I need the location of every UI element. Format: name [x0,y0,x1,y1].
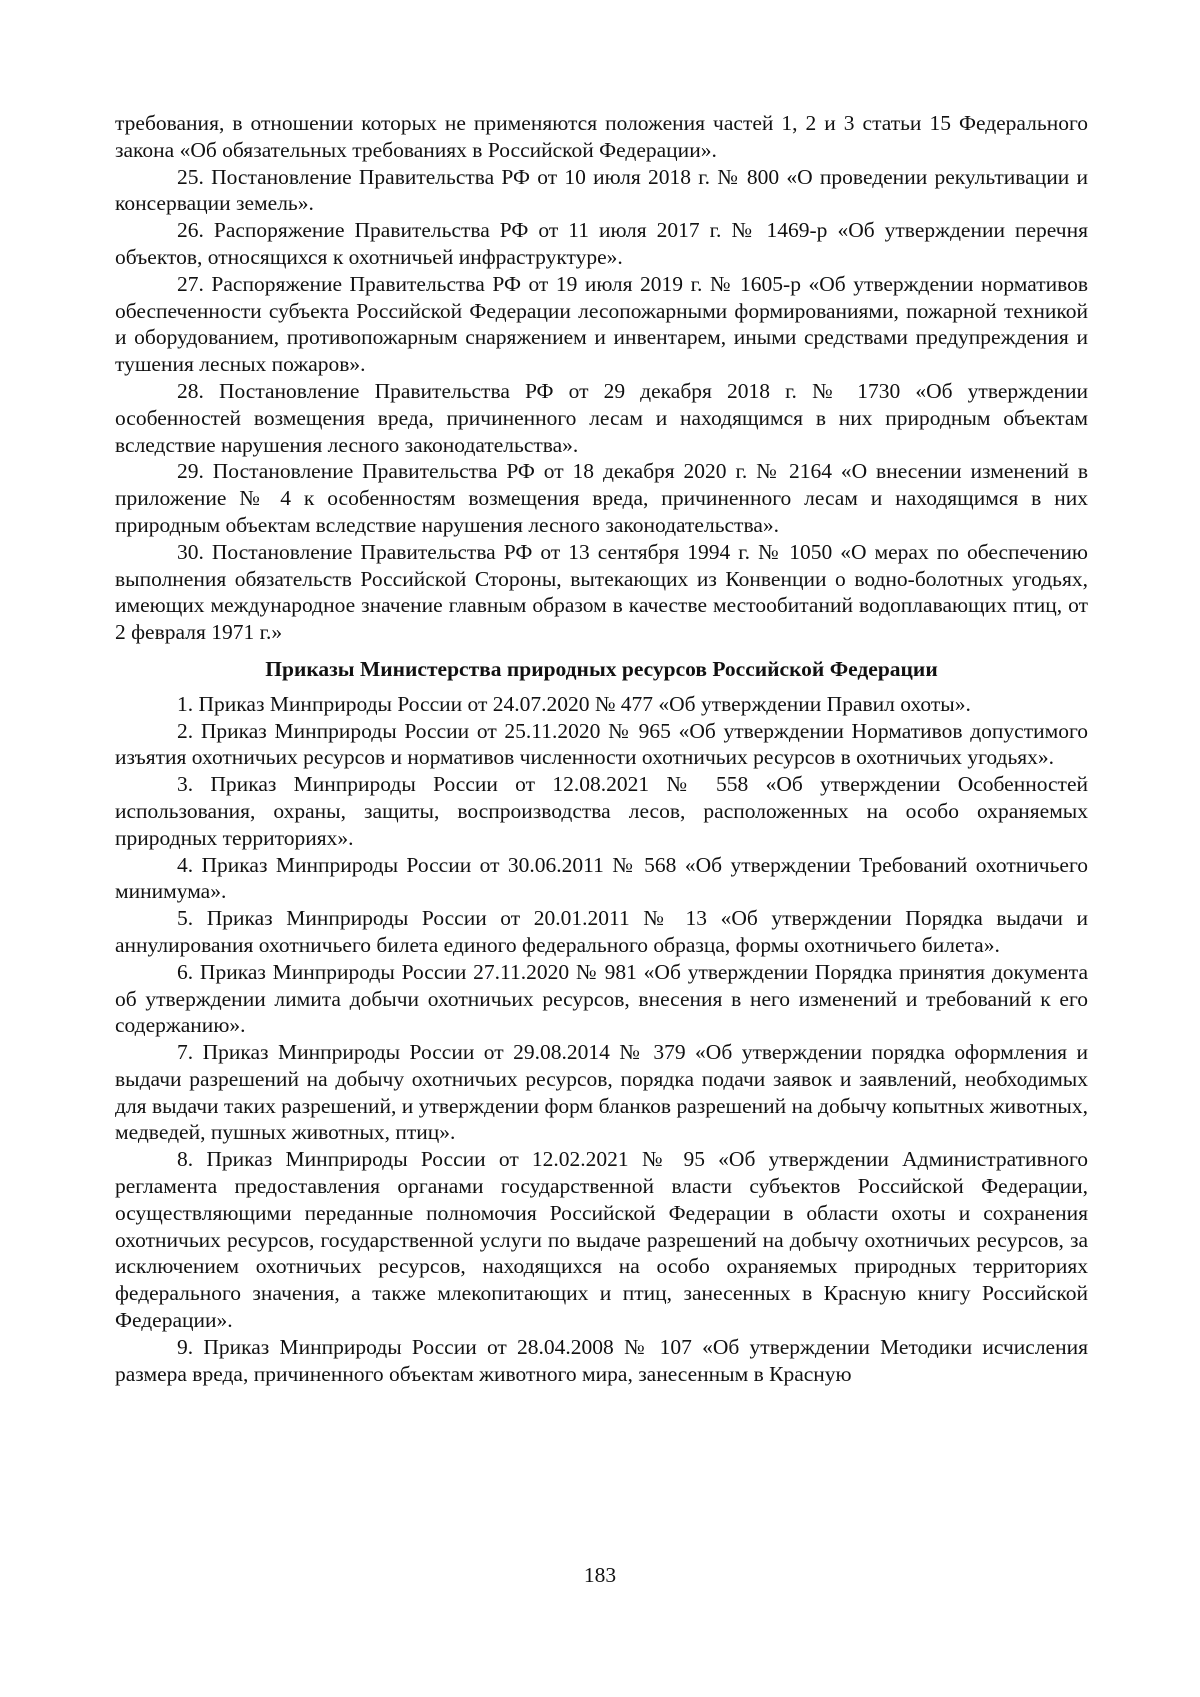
list-item: 26. Распоряжение Правительства РФ от 11 июля 2017 г. № 1469-р «Об утверждении перечня объектов, относящихся к охотничьей инфраструктуре». [115,218,1088,269]
document-page [115,110,1088,1387]
list-item: 2. Приказ Минприроды России от 25.11.2020 № 965 «Об утверждении Нормативов допустимого изъятия охотничьих ресурсов и нормативов численности охотничьих ресурсов в охотничьих угодьях». [115,718,1088,770]
list-item: 28. Постановление Правительства РФ от 29 декабря 2018 г. № 1730 «Об утверждении особенностей возмещения вреда, причиненного лесам и находящимся в них природным объектам вследствие нарушения лесного законодательства». [115,378,1088,457]
intro-paragraph: требования, в отношении которых не применяются положения частей 1, 2 и 3 статьи 15 Федерального закона «Об обязательных требованиях в Российской Федерации». [115,111,1088,162]
list-item: 27. Распоряжение Правительства РФ от 19 июля 2019 г. № 1605-р «Об утверждении нормативов обеспеченности субъекта Российской Федерации лесопожарными формированиями, пожарной техникой и оборудованием, противопожарным снаряжением и инвентарем, иными средствами предупреждения и тушения лесных пожаров». [115,271,1088,377]
list-item: 5. Приказ Минприроды России от 20.01.2011 № 13 «Об утверждении Порядка выдачи и аннулирования охотничьего билета единого федерального образца, формы охотничьего билета». [115,906,1088,957]
page-number: 183 [583,1563,617,1587]
list-item: 29. Постановление Правительства РФ от 18 декабря 2020 г. № 2164 «О внесении изменений в приложение № 4 к особенностям возмещения вреда, причиненного лесам и находящимся в них природным объектам вследствие нарушения лесного законодательства». [115,459,1088,537]
list-item: 25. Постановление Правительства РФ от 10 июля 2018 г. № 800 «О проведении рекультивации и консервации земель». [115,164,1088,216]
list-item: 6. Приказ Минприроды России 27.11.2020 № 981 «Об утверждении Порядка принятия документа об утверждении лимита добычи охотничьих ресурсов, внесения в него изменений и требований к его содержанию». [115,959,1088,1038]
list-item: 3. Приказ Минприроды России от 12.08.2021 № 558 «Об утверждении Особенностей использования, охраны, защиты, воспроизводства лесов, расположенных на особо охраняемых природных территориях». [115,772,1088,850]
list-item: 1. Приказ Минприроды России от 24.07.2020 № 477 «Об утверждении Правил охоты». [177,691,971,716]
list-item: 7. Приказ Минприроды России от 29.08.2014 № 379 «Об утверждении порядка оформления и выдачи разрешений на добычу охотничьих ресурсов, порядка подачи заявок и заявлений, необходимых для выдачи таких разрешений, и утверждении форм бланков разрешений на добычу копытных животных, медведей, пушных животных, птиц». [115,1040,1088,1145]
list-item: 4. Приказ Минприроды России от 30.06.2011 № 568 «Об утверждении Требований охотничьего минимума». [115,852,1088,904]
section-heading: Приказы Министерства природных ресурсов Российской Федерации [265,656,938,681]
list-item: 8. Приказ Минприроды России от 12.02.2021 № 95 «Об утверждении Административного регламента предоставления органами государственной власти субъектов Российской Федерации, осуществляющими переданные полномочия Российской Федерации в области охоты и сохранения охотничьих ресурсов, государственной услуги по выдаче разрешений на добычу охотничьих ресурсов, за исключением охотничьих ресурсов, находящихся на особо охраняемых природных территориях федерального значения, а также млекопитающих и птиц, занесенных в Красную книгу Российской Федерации». [115,1147,1088,1333]
list-item: 30. Постановление Правительства РФ от 13 сентября 1994 г. № 1050 «О мерах по обеспечению выполнения обязательств Российской Стороны, вытекающих из Конвенции о водно-болотных угодьях, имеющих международное значение главным образом в качестве местообитаний водоплавающих птиц, от 2 февраля 1971 г.» [115,539,1088,645]
list-item: 9. Приказ Минприроды России от 28.04.2008 № 107 «Об утверждении Методики исчисления размера вреда, причиненного объектам животного мира, занесенным в Красную [115,1334,1088,1386]
